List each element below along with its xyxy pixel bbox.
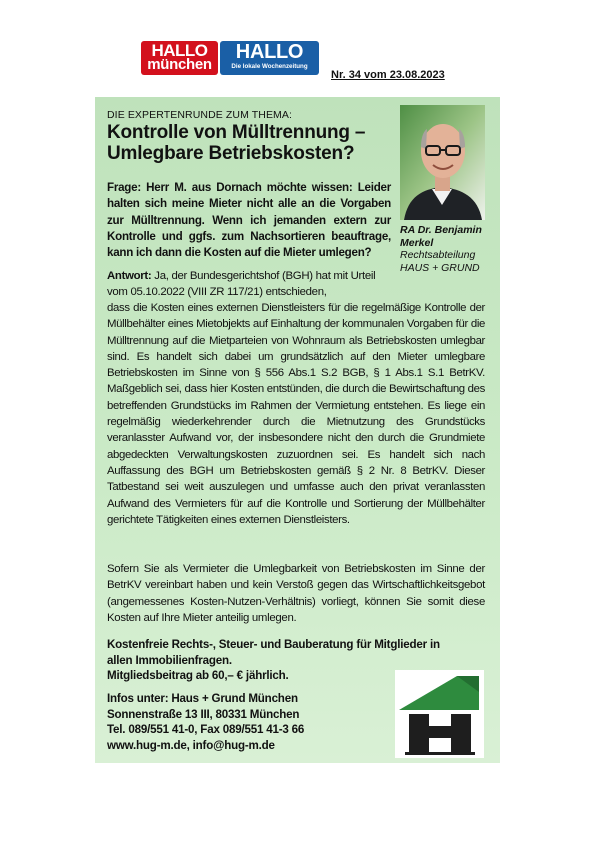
issue-date: Nr. 34 vom 23.08.2023 <box>331 69 445 81</box>
portrait-illustration <box>400 105 485 220</box>
logo-right-line2: Die lokale Wochenzeitung <box>231 63 308 70</box>
answer-closing: Sofern Sie als Vermieter die Umlegbarkeit von Betriebskosten im Sinne der BetrKV vereinbart haben und kein Verstoß gegen das Wirtschaftlichkeitsgebot (angemessenes Kosten-Nutzen-Verhältnis) vorliegt, können Sie somit diese Kosten auf Ihre Mieter anteilig umlegen. <box>107 563 485 624</box>
answer-body: dass die Kosten eines externen Dienstleisters für die regelmäßige Kontrolle der Müllbehälter eines Mietobjekts auf Einhaltung der kommunalen Vorgaben für die Mülltrennung auf die Mietparteien von Wohnraum als Betriebskosten umlegbar sind. Es handelt sich dabei um grundsätzlich auf den Mieter umlegbare Betriebskosten im Sinne von § 556 Abs.1 S.2 BGB, § 1 Abs.1 S.1 BetrKV. Maßgeblich sei, dass hier Kosten entstünden, die durch die Bewirtschaftung des betreffenden Grundstücks im Rahmen der Vermietung entstehen. Es liege ein regelmäßig wiederkehrender durch die Mietnutzung des Grundstücks veranlasster Aufwand vor, der insbesondere nicht den durch die Grundmiete abgedeckten Verwaltungskosten zuzuordnen sei. Es handelt sich nach Auffassung des BGH um Betriebskosten gemäß § 2 Nr. 8 BetrKV. Dieser Tatbestand sei weit auszulegen und umfasse auch den privat veranlassten Aufwand des Vermieters für auf die Kontrolle und Sortierung der Müllbehälter gerichtete Tätigkeiten eines externen Dienstleisters. <box>107 302 485 526</box>
contact-line2: Sonnenstraße 13 III, 80331 München <box>107 707 300 721</box>
answer-intro-text: Ja, der Bundesgerichtshof (BGH) hat mit Urteil vom 05.10.2022 (VIII ZR 117/21) entschieden, <box>107 270 376 299</box>
haus-und-grund-logo <box>395 670 484 758</box>
expert-name: RA Dr. Benjamin Merkel <box>400 224 482 249</box>
title-line-2: Umlegbare Betriebskosten? <box>107 143 355 164</box>
answer-intro <box>107 268 391 301</box>
membership-line1: Kostenfreie Rechts-, Steuer- und Bauberatung für Mitglieder in allen Immobilienfragen. <box>107 638 440 667</box>
expert-role-line2: HAUS + GRUND <box>400 261 480 274</box>
article-kicker: DIE EXPERTENRUNDE ZUM THEMA: <box>107 109 293 121</box>
contact-info <box>107 691 397 753</box>
expert-portrait <box>400 105 485 220</box>
house-icon <box>395 670 484 758</box>
reader-question: Frage: Herr M. aus Dornach möchte wissen: Leider halten sich meine Mieter nicht alle an die Vorgaben zur Mülltrennung. Wenn ich jemanden extern zur Kontrolle und ggfs. zum Nachsortieren beauftrage, kann ich dann die Kosten auf die Mieter umlegen? <box>107 181 391 260</box>
logo-left-line1: HALLO <box>151 41 208 60</box>
logo-left-line2: münchen <box>147 56 212 73</box>
answer-label: Antwort: <box>107 270 152 282</box>
title-line-1: Kontrolle von Mülltrennung – <box>107 122 366 143</box>
logo-right-line1: HALLO <box>235 41 304 63</box>
hallo-muenchen-logo <box>141 41 218 75</box>
contact-line4: www.hug-m.de, info@hug-m.de <box>107 738 275 752</box>
membership-line2: Mitgliedsbeitrag ab 60,– € jährlich. <box>107 669 289 683</box>
contact-line3: Tel. 089/551 41-0, Fax 089/551 41-3 66 <box>107 723 305 737</box>
contact-line1: Infos unter: Haus + Grund München <box>107 692 298 705</box>
expert-role <box>400 249 490 274</box>
expert-role-line1: Rechtsabteilung <box>400 249 476 261</box>
hallo-wochenzeitung-logo <box>220 41 319 75</box>
article-title <box>107 122 397 164</box>
